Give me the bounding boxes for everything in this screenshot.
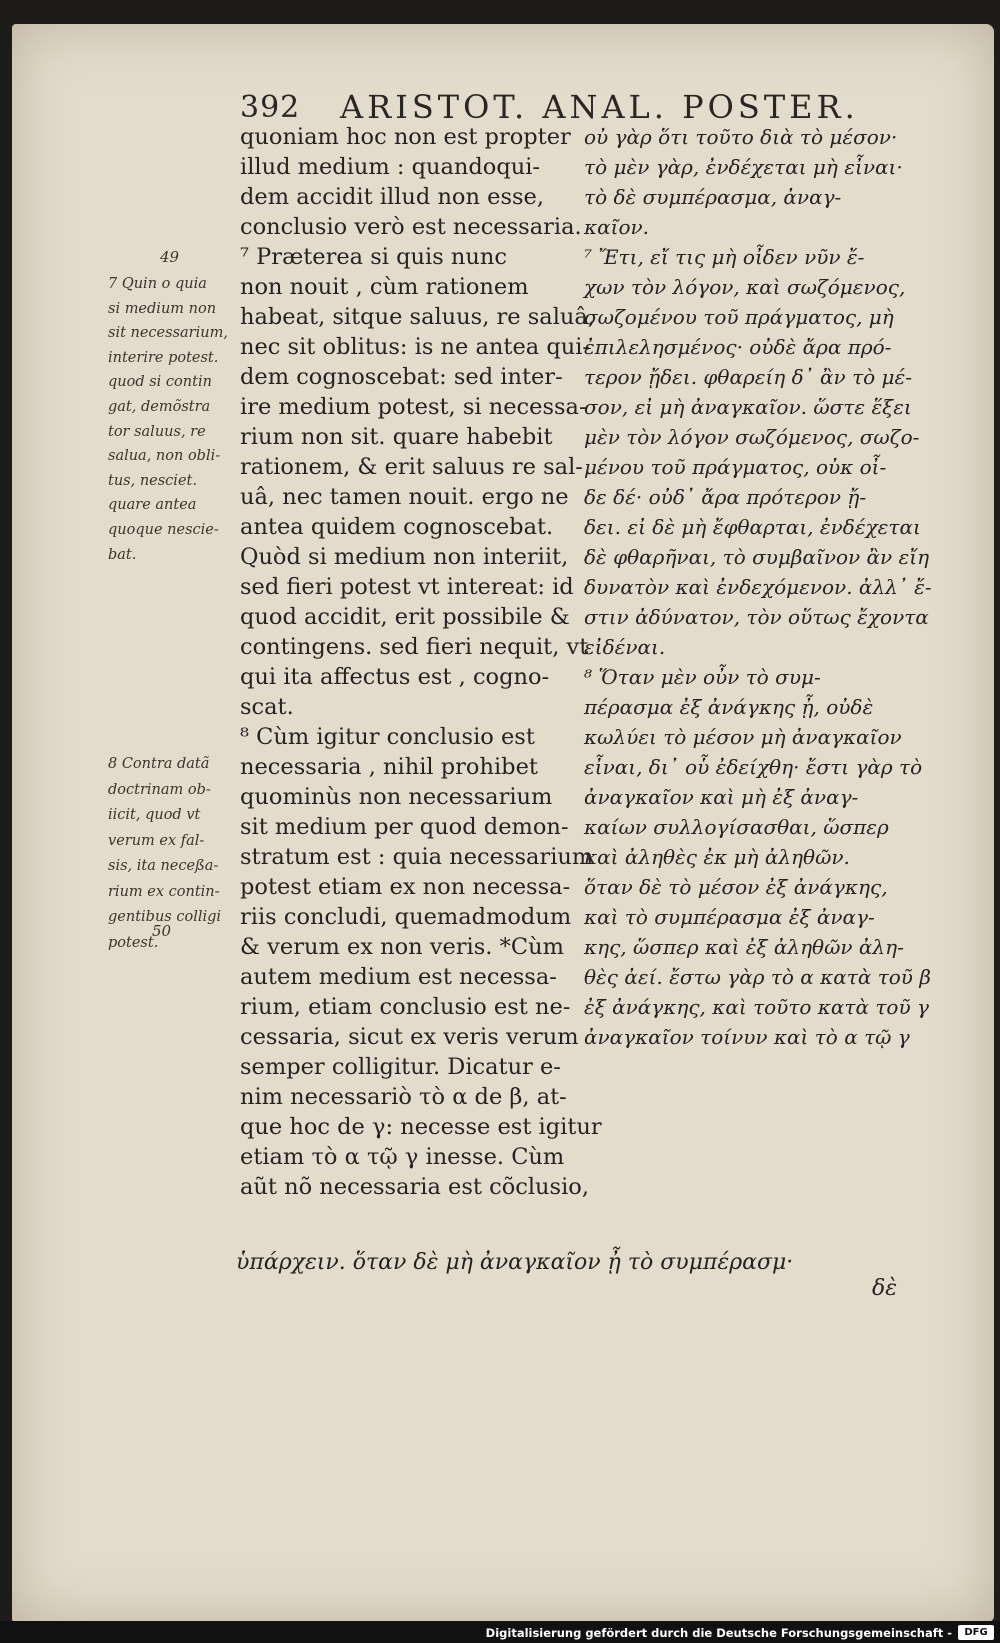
margin-number-49: 49: [160, 248, 180, 266]
greek-text-line: τὸ δὲ συμπέρασμα, ἀναγ-: [584, 185, 842, 209]
margin-note-line: 8 Contra datã: [108, 756, 210, 772]
margin-note-line: doctrinam ob-: [108, 781, 211, 798]
dfg-logo-icon: DFG: [958, 1625, 994, 1640]
latin-text-line: cessaria, sicut ex veris verum: [240, 1024, 579, 1050]
latin-text-line: que hoc de γ: necesse est igitur: [240, 1114, 602, 1140]
margin-note-line: gentibus colligi: [108, 909, 222, 925]
greek-text-line: σον, εἰ μὴ ἀναγκαῖον. ὥστε ἕξει: [584, 395, 912, 419]
margin-note-line: potest.: [108, 934, 159, 951]
greek-text-line: πέρασμα ἐξ ἀνάγκης ᾖ, οὐδὲ: [584, 695, 874, 719]
greek-text-line: τὸ μὲν γὰρ, ἐνδέχεται μὴ εἶναι·: [584, 155, 903, 179]
greek-text-line: ⁷ Ἔτι, εἴ τις μὴ οἶδεν νῦν ἔ-: [584, 245, 865, 269]
greek-text-line: εἰδέναι.: [584, 635, 666, 659]
greek-text-line: μένου τοῦ πράγματος, οὐκ οἶ-: [584, 455, 887, 479]
margin-number-50: 50: [152, 922, 172, 940]
latin-text-line: contingens. sed fieri nequit, vt: [240, 634, 589, 660]
margin-note-line: sit necessarium,: [108, 325, 228, 342]
margin-note-line: rium ex contin-: [108, 883, 220, 900]
latin-text-line: rium non sit. quare habebit: [240, 424, 553, 450]
greek-text-line: ἀναγκαῖον καὶ μὴ ἐξ ἀναγ-: [584, 785, 859, 809]
margin-note-line: tor saluus, re: [108, 423, 206, 440]
greek-text-line: δὲ φθαρῆναι, τὸ συμβαῖνον ἂν εἴη: [584, 545, 930, 569]
greek-text-line: ἀναγκαῖον τοίνυν καὶ τὸ α τῷ γ: [584, 1025, 910, 1049]
footer-credit: Digitalisierung gefördert durch die Deutsche Forschungsgemeinschaft -: [485, 1626, 952, 1640]
latin-text-line: nec sit oblitus: is ne antea qui-: [240, 334, 591, 360]
margin-note-line: bat.: [108, 546, 137, 563]
greek-text-line: τερον ᾔδει. φθαρείη δ᾽ ἂν τὸ μέ-: [584, 365, 913, 389]
latin-text-line: autem medium est necessa-: [240, 964, 557, 990]
latin-text-line: etiam τὸ α τῷ γ inesse. Cùm: [240, 1144, 565, 1170]
margin-note-line: salua, non obli-: [108, 448, 221, 465]
footer-bar: [0, 1621, 1000, 1643]
latin-text-line: & verum ex non veris. *Cùm: [240, 934, 564, 960]
greek-text-line: καὶ ἀληθὲς ἐκ μὴ ἀληθῶν.: [584, 845, 850, 869]
latin-text-line: rium, etiam conclusio est ne-: [240, 994, 571, 1020]
latin-text-line: nim necessariò τὸ α de β, at-: [240, 1084, 567, 1110]
margin-note-7: [108, 272, 240, 567]
latin-text-line: ire medium potest, si necessa-: [240, 394, 587, 420]
latin-text-line: aũt nõ necessaria est cõclusio,: [240, 1174, 589, 1200]
latin-text-line: habeat, sitque saluus, re saluâ,: [240, 304, 595, 330]
latin-text-line: stratum est : quia necessarium: [240, 844, 594, 870]
latin-text-line: necessaria , nihil prohibet: [240, 754, 538, 780]
greek-text-line: δει. εἰ δὲ μὴ ἔφθαρται, ἐνδέχεται: [584, 515, 921, 539]
greek-text-line: ἐπιλελησμένος· οὐδὲ ἄρα πρό-: [584, 335, 892, 359]
greek-text-line: οὐ γὰρ ὅτι τοῦτο διὰ τὸ μέσον·: [584, 125, 898, 149]
latin-text-line: non nouit , cùm rationem: [240, 274, 529, 300]
latin-text-line: potest etiam ex non necessa-: [240, 874, 571, 900]
latin-text-line: dem cognoscebat: sed inter-: [240, 364, 563, 390]
latin-column: [240, 122, 602, 1202]
running-title: ARISTOT. ANAL. POSTER.: [340, 88, 859, 126]
page-number: 392: [240, 90, 301, 125]
greek-catchword: δὲ: [872, 1276, 898, 1301]
margin-note-line: tus, nesciet.: [108, 472, 197, 489]
margin-note-line: 7 Quin o quia: [108, 276, 207, 292]
latin-text-line: uâ, nec tamen nouit. ergo ne: [240, 484, 569, 510]
latin-text-line: antea quidem cognoscebat.: [240, 514, 554, 540]
margin-note-line: gat, demõstra: [108, 398, 211, 415]
latin-text-line: illud medium : quandoqui-: [240, 154, 541, 180]
greek-text-line: θὲς ἀεί. ἔστω γὰρ τὸ α κατὰ τοῦ β: [584, 965, 931, 989]
greek-text-line: μὲν τὸν λόγον σωζόμενος, σωζο-: [584, 425, 920, 449]
latin-text-line: ⁷ Præterea si quis nunc: [240, 244, 507, 270]
margin-note-line: sis, ita neceßa-: [108, 858, 219, 874]
greek-text-line: καὶ τὸ συμπέρασμα ἐξ ἀναγ-: [584, 905, 875, 929]
greek-text-line: σωζομένου τοῦ πράγματος, μὴ: [584, 305, 894, 329]
margin-note-line: quare antea: [108, 497, 197, 514]
margin-note-line: verum ex fal-: [108, 832, 205, 849]
latin-text-line: Quòd si medium non interiit,: [240, 544, 569, 570]
margin-note-line: quod si contin: [108, 374, 212, 391]
greek-text-line: καῖον.: [584, 215, 650, 239]
greek-text-line: κωλύει τὸ μέσον μὴ ἀναγκαῖον: [584, 725, 902, 749]
greek-text-line: καίων συλλογίσασθαι, ὥσπερ: [584, 815, 889, 839]
greek-text-line: δε δέ· οὐδ᾽ ἄρα πρότερον ᾔ-: [584, 485, 867, 509]
latin-text-line: qui ita affectus est , cogno-: [240, 664, 550, 690]
latin-text-line: quominùs non necessarium: [240, 784, 553, 810]
margin-note-line: iicit, quod vt: [108, 807, 201, 823]
latin-text-line: scat.: [240, 694, 294, 720]
latin-text-line: ⁸ Cùm igitur conclusio est: [240, 724, 535, 750]
margin-note-line: si medium non: [108, 300, 217, 317]
latin-text-line: semper colligitur. Dicatur e-: [240, 1054, 561, 1080]
latin-text-line: quoniam hoc non est propter: [240, 124, 571, 150]
greek-bottom-line: ὑπάρχειν. ὅταν δὲ μὴ ἀναγκαῖον ᾖ τὸ συμπέρασμ·: [236, 1250, 794, 1275]
greek-text-line: στιν ἀδύνατον, τὸν οὕτως ἔχοντα: [584, 605, 929, 629]
margin-note-line: quoque nescie-: [108, 521, 219, 538]
greek-text-line: δυνατὸν καὶ ἐνδεχόμενον. ἀλλ᾽ ἔ-: [584, 575, 932, 599]
latin-text-line: conclusio verò est necessaria.: [240, 214, 582, 240]
latin-text-line: dem accidit illud non esse,: [240, 184, 545, 210]
greek-text-line: ⁸ Ὅταν μὲν οὖν τὸ συμ-: [584, 665, 821, 689]
latin-text-line: quod accidit, erit possibile &: [240, 604, 570, 630]
greek-text-line: ἐξ ἀνάγκης, καὶ τοῦτο κατὰ τοῦ γ: [584, 995, 929, 1019]
greek-text-line: ὅταν δὲ τὸ μέσον ἐξ ἀνάγκης,: [584, 875, 888, 899]
greek-text-line: χων τὸν λόγον, καὶ σωζόμενος,: [584, 275, 906, 299]
greek-text-line: κης, ὥσπερ καὶ ἐξ ἀληθῶν ἀλη-: [584, 935, 904, 959]
latin-text-line: riis concludi, quemadmodum: [240, 904, 572, 930]
margin-note-line: interire potest.: [108, 349, 219, 366]
latin-text-line: sit medium per quod demon-: [240, 814, 569, 840]
greek-text-line: εἶναι, δι᾽ οὗ ἐδείχθη· ἔστι γὰρ τὸ: [584, 755, 923, 779]
greek-column: [584, 122, 932, 1052]
latin-text-line: rationem, & erit saluus re sal-: [240, 454, 583, 480]
margin-note-8: [108, 752, 240, 956]
latin-text-line: sed fieri potest vt intereat: id: [240, 574, 574, 600]
